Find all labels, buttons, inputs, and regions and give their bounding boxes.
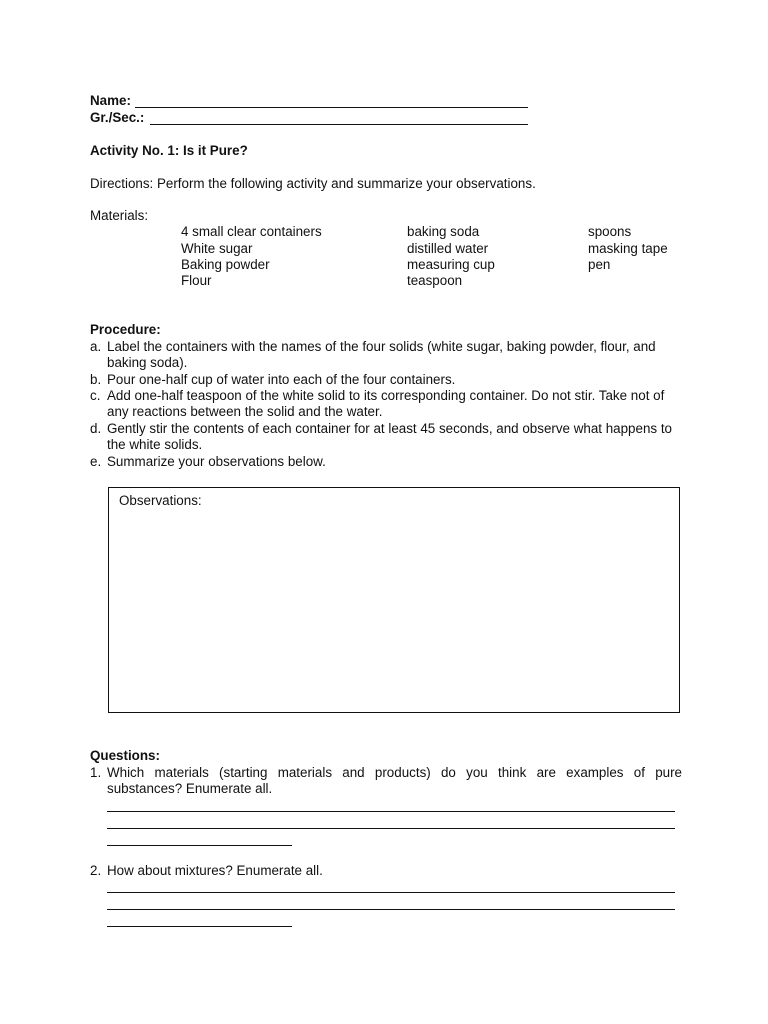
procedure-step bbox=[90, 454, 682, 470]
step-text: Gently stir the contents of each container for at least 45 seconds, and observe what happens to the white solids. bbox=[107, 421, 672, 453]
answer-line[interactable] bbox=[107, 909, 675, 910]
step-marker: d. bbox=[90, 421, 102, 436]
question-item bbox=[90, 863, 682, 879]
material-item: teaspoon bbox=[407, 273, 463, 288]
step-text: Summarize your observations below. bbox=[107, 454, 326, 469]
answer-line[interactable] bbox=[107, 828, 675, 829]
material-item: 4 small clear containers bbox=[181, 224, 322, 239]
questions-title: Questions: bbox=[90, 748, 160, 763]
activity-title: Activity No. 1: Is it Pure? bbox=[90, 143, 248, 158]
procedure-step bbox=[90, 372, 682, 388]
material-item: distilled water bbox=[407, 241, 489, 256]
question-item bbox=[90, 765, 682, 798]
material-item: spoons bbox=[588, 224, 632, 239]
procedure-step bbox=[90, 388, 682, 421]
name-blank-line[interactable] bbox=[135, 107, 528, 108]
step-text: Add one-half teaspoon of the white solid to its corresponding container. Do not stir. Take not of any reactions between the solid and the water. bbox=[107, 388, 665, 420]
material-item: measuring cup bbox=[407, 257, 495, 272]
material-item: Baking powder bbox=[181, 257, 270, 272]
step-text: Pour one-half cup of water into each of the four containers. bbox=[107, 372, 456, 387]
step-text: Label the containers with the names of the four solids (white sugar, baking powder, flour, and baking soda). bbox=[107, 339, 656, 371]
materials-label: Materials: bbox=[90, 208, 149, 223]
answer-line[interactable] bbox=[107, 926, 292, 927]
question-number: 1. bbox=[90, 765, 102, 780]
observations-label: Observations: bbox=[119, 493, 202, 508]
procedure-title: Procedure: bbox=[90, 322, 161, 337]
step-marker: e. bbox=[90, 454, 102, 469]
directions-text: Directions: Perform the following activity and summarize your observations. bbox=[90, 176, 536, 191]
answer-line[interactable] bbox=[107, 892, 675, 893]
step-marker: a. bbox=[90, 339, 102, 354]
material-item: White sugar bbox=[181, 241, 253, 256]
step-marker: c. bbox=[90, 388, 101, 403]
section-blank-line[interactable] bbox=[150, 124, 528, 125]
question-text: How about mixtures? Enumerate all. bbox=[107, 863, 323, 878]
material-item: masking tape bbox=[588, 241, 668, 256]
question-text: Which materials (starting materials and products) do you think are examples of pure substances? Enumerate all. bbox=[107, 765, 682, 797]
answer-line[interactable] bbox=[107, 811, 675, 812]
observations-box[interactable] bbox=[108, 487, 680, 713]
section-label: Gr./Sec.: bbox=[90, 110, 145, 125]
answer-line[interactable] bbox=[107, 845, 292, 846]
question-number: 2. bbox=[90, 863, 102, 878]
material-item: pen bbox=[588, 257, 611, 272]
name-label: Name: bbox=[90, 93, 131, 108]
material-item: Flour bbox=[181, 273, 212, 288]
procedure-step bbox=[90, 421, 682, 454]
step-marker: b. bbox=[90, 372, 102, 387]
material-item: baking soda bbox=[407, 224, 480, 239]
procedure-step bbox=[90, 339, 682, 372]
